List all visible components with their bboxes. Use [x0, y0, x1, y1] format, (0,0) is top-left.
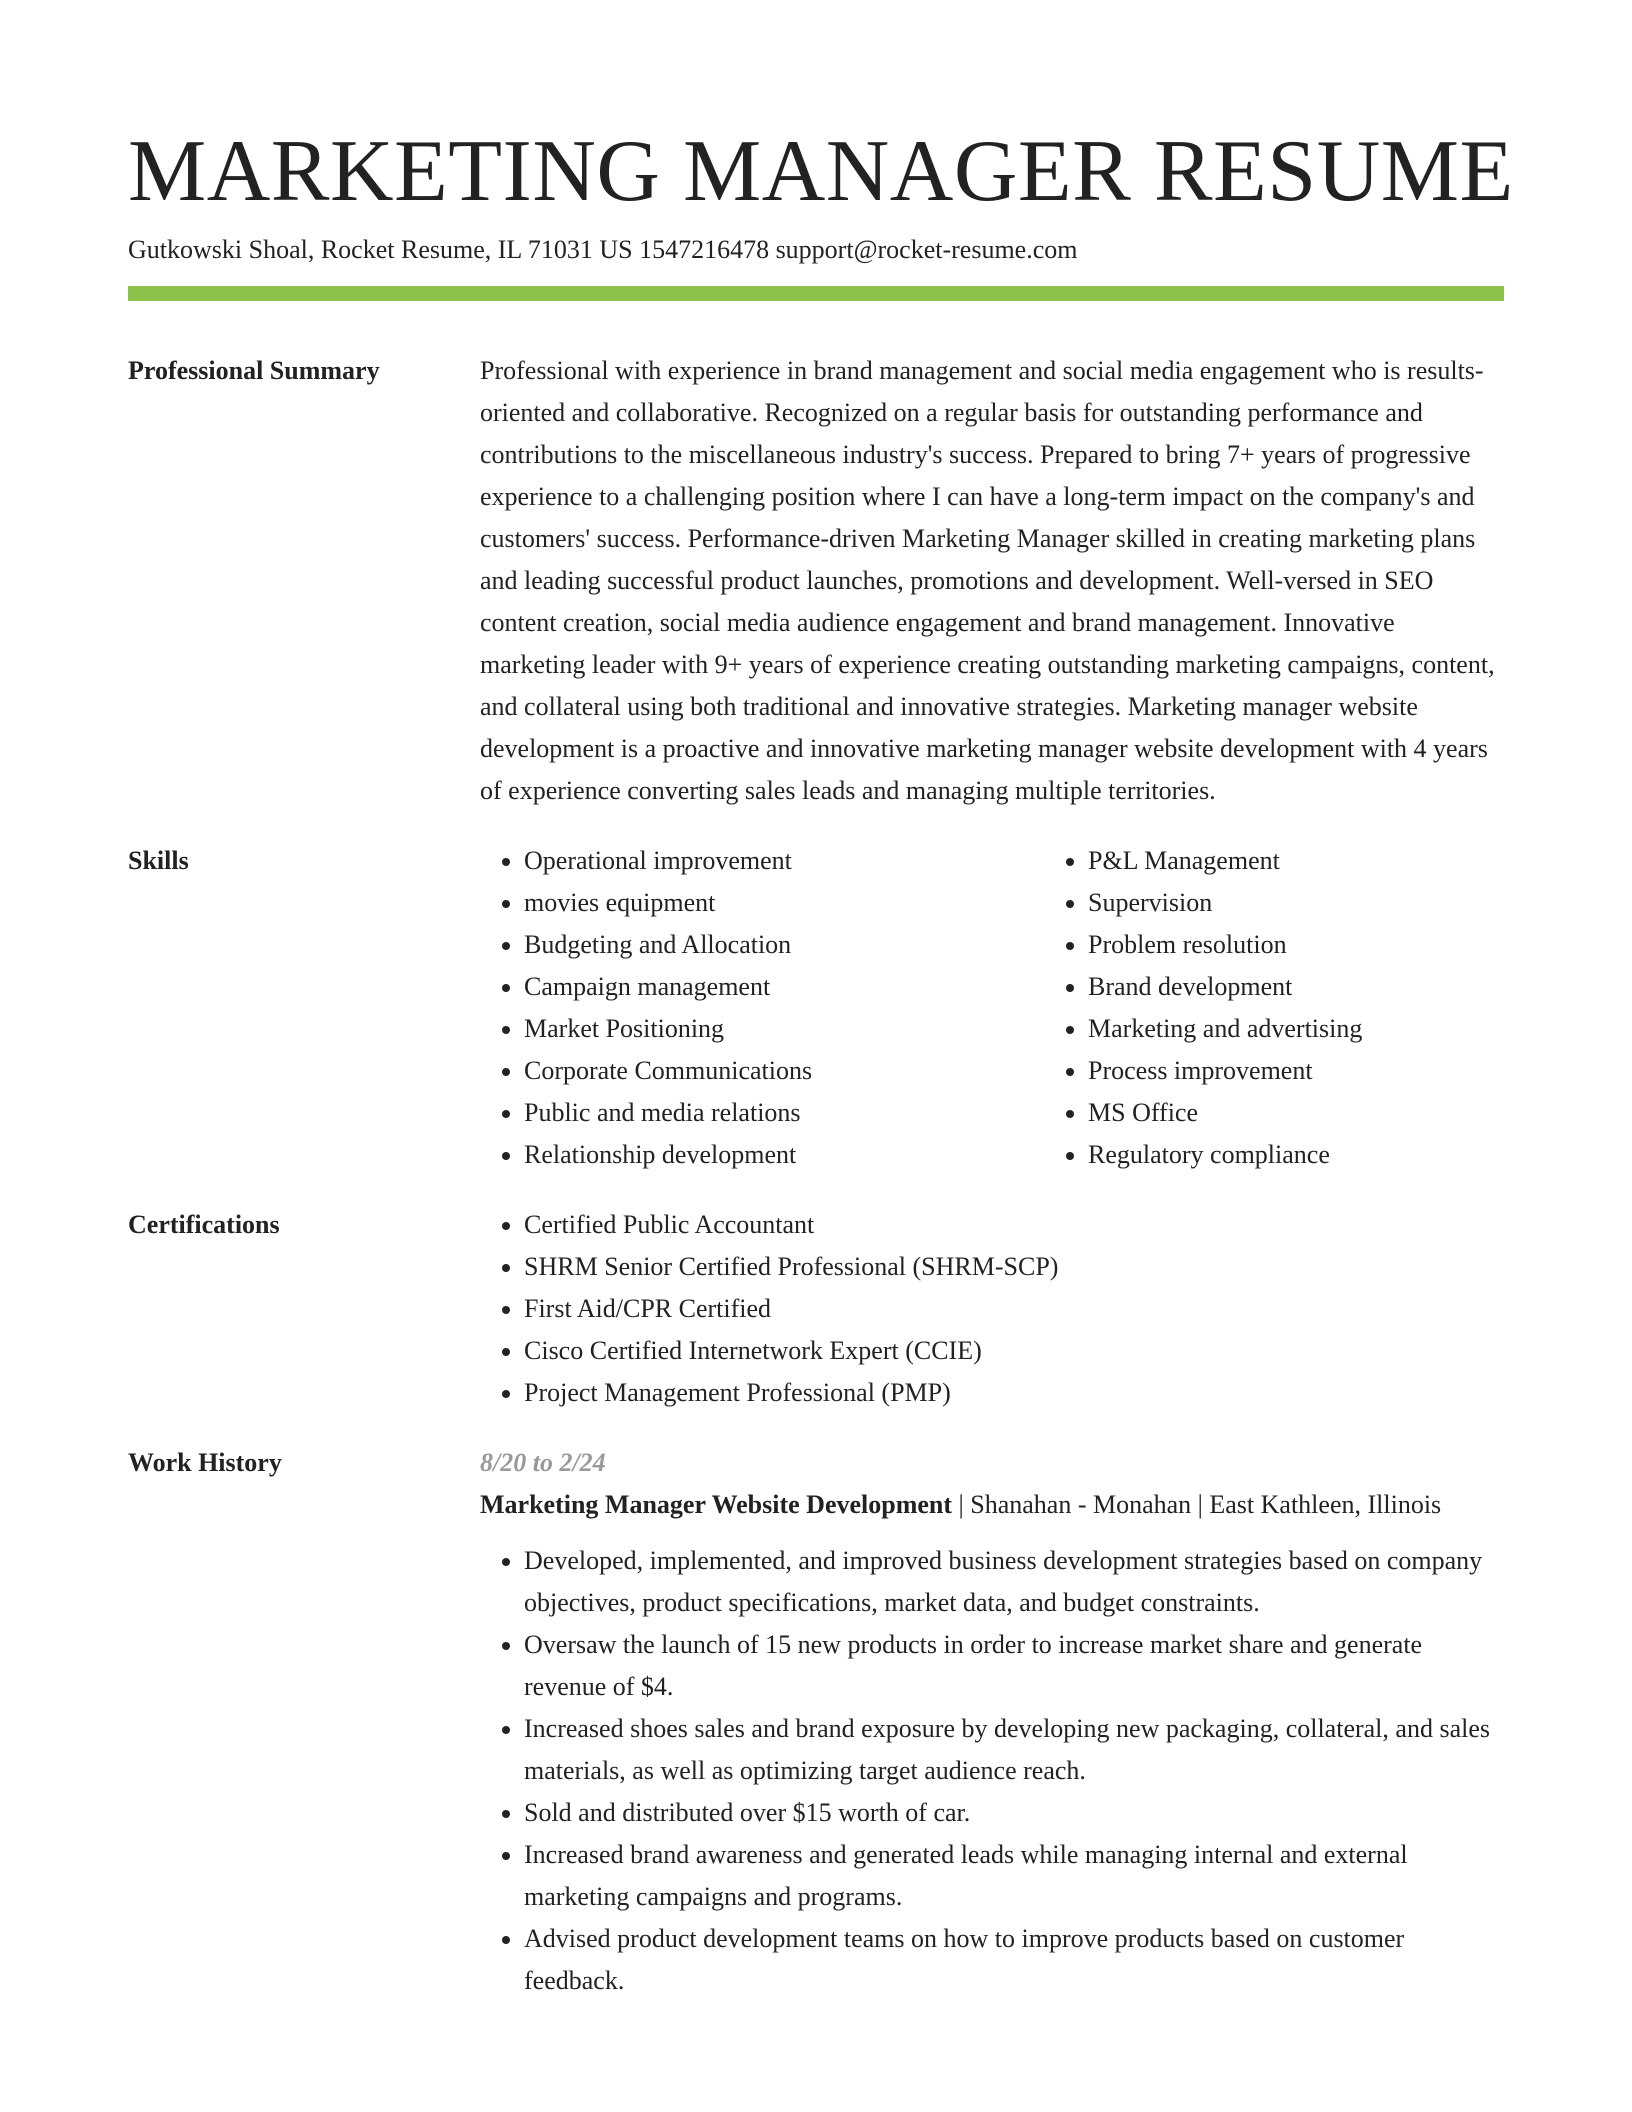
- section-label-skills: Skills: [128, 846, 189, 875]
- skill-item: • Supervision: [1088, 882, 1548, 924]
- certification-item: • Project Management Professional (PMP): [524, 1372, 1504, 1414]
- skill-item: • Regulatory compliance: [1088, 1134, 1548, 1176]
- job-dates: 8/20 to 2/24: [480, 1448, 606, 1477]
- skills-list-right: [1044, 840, 1548, 1176]
- summary-text: Professional with experience in brand management and social media engagement who is results-oriented and collaborative. Recognized on a regular basis for outstanding performance and contributions to the miscellaneous industry's success. Prepared to bring 7+ years of progressive experience to a challenging position where I can have a long-term impact on the company's and customers' success. Performance-driven Marketing Manager skilled in creating marketing plans and leading successful product launches, promotions and development. Well-versed in SEO content creation, social media audience engagement and brand management. Innovative marketing leader with 9+ years of experience creating outstanding marketing campaigns, content, and collateral using both traditional and innovative strategies. Marketing manager website development is a proactive and innovative marketing manager website development with 4 years of experience converting sales leads and managing multiple territories.: [480, 356, 1495, 805]
- section-body-work-history: [480, 1442, 1504, 2002]
- job-details: | Shanahan - Monahan | East Kathleen, Illinois: [952, 1490, 1442, 1519]
- section-body-certifications: [480, 1204, 1504, 1414]
- certification-item: • SHRM Senior Certified Professional (SHRM-SCP): [524, 1246, 1504, 1288]
- section-certifications: [128, 1204, 1504, 1414]
- certification-item: • First Aid/CPR Certified: [524, 1288, 1504, 1330]
- skill-item: • Marketing and advertising: [1088, 1008, 1548, 1050]
- skill-item: • Operational improvement: [524, 840, 984, 882]
- certifications-list: [480, 1204, 1504, 1414]
- job-title-line: [480, 1484, 1504, 1526]
- header-divider: [128, 286, 1504, 301]
- section-body-summary: [480, 350, 1504, 812]
- skill-item: • Problem resolution: [1088, 924, 1548, 966]
- certification-item: • Certified Public Accountant: [524, 1204, 1504, 1246]
- skill-item: • Brand development: [1088, 966, 1548, 1008]
- section-label-certifications: Certifications: [128, 1210, 280, 1239]
- skills-grid: [480, 840, 1504, 1176]
- section-label-work-history: Work History: [128, 1448, 282, 1477]
- job-bullet: • Sold and distributed over $15 worth of car.: [524, 1792, 1504, 1834]
- skill-item: • MS Office: [1088, 1092, 1548, 1134]
- job-bullet: • Increased brand awareness and generated leads while managing internal and external marketing campaigns and programs.: [524, 1834, 1504, 1918]
- section-label-summary: Professional Summary: [128, 356, 380, 385]
- skill-item: • Corporate Communications: [524, 1050, 984, 1092]
- job-bullets: [480, 1540, 1504, 2002]
- section-work-history: [128, 1442, 1504, 2002]
- job-bullet: • Advised product development teams on how to improve products based on customer feedback.: [524, 1918, 1504, 2002]
- job-title: Marketing Manager Website Development: [480, 1490, 953, 1519]
- skill-item: • Relationship development: [524, 1134, 984, 1176]
- job-bullet: • Oversaw the launch of 15 new products in order to increase market share and generate revenue of $4.: [524, 1624, 1504, 1708]
- skill-item: • P&L Management: [1088, 840, 1548, 882]
- skill-item: • Campaign management: [524, 966, 984, 1008]
- resume-sections: [128, 350, 1504, 2030]
- contact-line: Gutkowski Shoal, Rocket Resume, IL 71031 US 1547216478 support@rocket-resume.com: [128, 235, 1078, 264]
- skill-item: • Public and media relations: [524, 1092, 984, 1134]
- skill-item: • Budgeting and Allocation: [524, 924, 984, 966]
- skill-item: • Market Positioning: [524, 1008, 984, 1050]
- job-bullet: • Increased shoes sales and brand exposure by developing new packaging, collateral, and sales materials, as well as optimizing target audience reach.: [524, 1708, 1504, 1792]
- resume-title: MARKETING MANAGER RESUME: [128, 123, 1514, 220]
- certification-item: • Cisco Certified Internetwork Expert (CCIE): [524, 1330, 1504, 1372]
- skills-list-left: [480, 840, 984, 1176]
- skill-item: • Process improvement: [1088, 1050, 1548, 1092]
- section-skills: [128, 840, 1504, 1176]
- skill-item: • movies equipment: [524, 882, 984, 924]
- section-professional-summary: [128, 350, 1504, 812]
- job-bullet: • Developed, implemented, and improved business development strategies based on company objectives, product specifications, market data, and budget constraints.: [524, 1540, 1504, 1624]
